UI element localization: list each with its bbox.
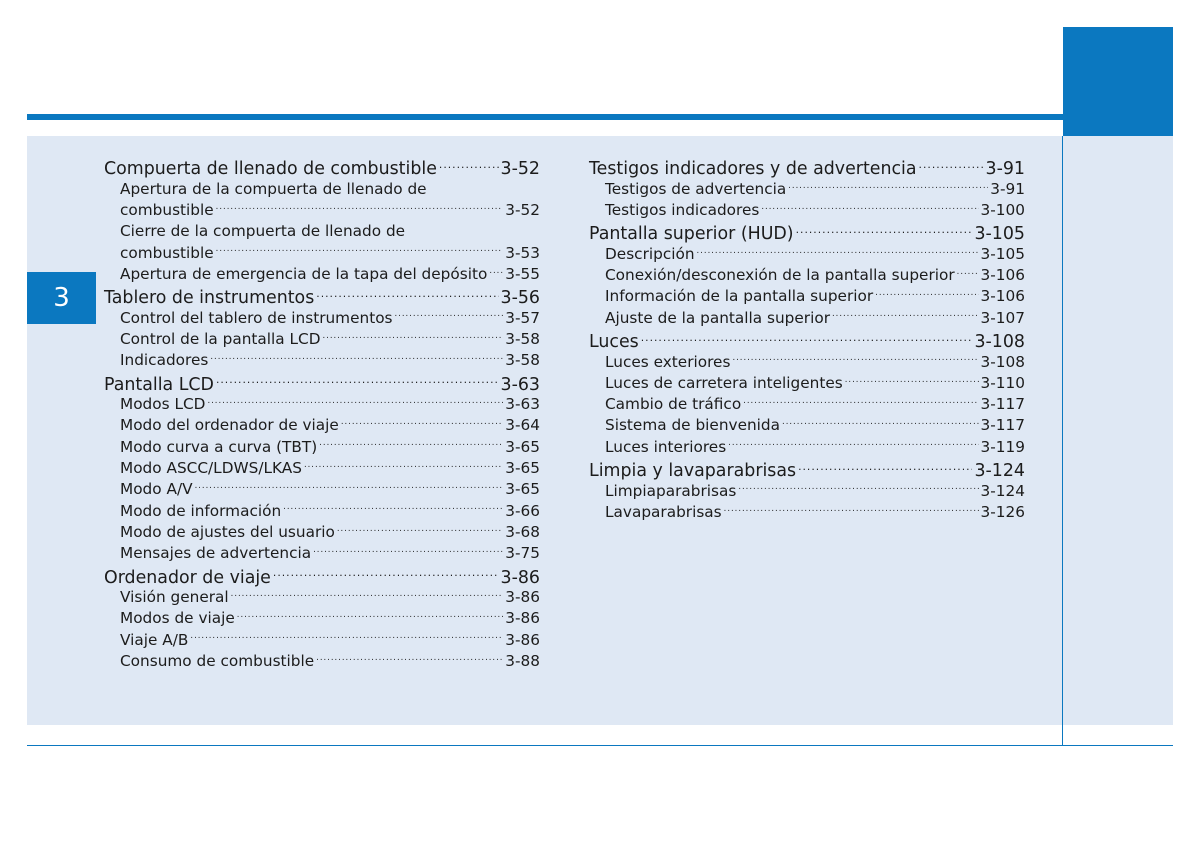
toc-entry-title: Control del tablero de instrumentos — [120, 308, 393, 327]
toc-page-number: 3-68 — [505, 522, 540, 541]
toc-page-number: 3-64 — [505, 416, 540, 435]
toc-page-number: 3-124 — [974, 461, 1025, 482]
toc-entry-title: Control de la pantalla LCD — [120, 330, 321, 349]
toc-dot-leader — [316, 651, 503, 666]
toc-dot-leader — [875, 286, 978, 301]
toc-entry-title: Tablero de instrumentos — [104, 288, 315, 309]
toc-subsection-entry[interactable] — [104, 415, 540, 436]
toc-subsection-entry[interactable] — [104, 329, 540, 350]
toc-entry-title: Apertura de emergencia de la tapa del depósito — [120, 264, 488, 283]
toc-page-number: 3-65 — [505, 459, 540, 478]
toc-entry-title: Limpiaparabrisas — [605, 481, 737, 500]
toc-dot-leader — [316, 286, 498, 303]
toc-left-column — [104, 156, 540, 672]
toc-dot-leader — [782, 415, 979, 430]
bottom-rule — [27, 745, 1173, 746]
toc-page-number: 3-91 — [985, 159, 1025, 180]
toc-section-entry[interactable] — [589, 157, 1025, 179]
toc-dot-leader — [313, 543, 503, 558]
toc-entry-title: Modo curva a curva (TBT) — [120, 437, 318, 456]
toc-subsection-entry[interactable] — [589, 373, 1025, 394]
toc-subsection-entry[interactable] — [589, 394, 1025, 415]
toc-section-entry[interactable] — [104, 286, 540, 308]
toc-entry-title: Cambio de tráfico — [605, 395, 742, 414]
toc-entry-title: Luces interiores — [605, 437, 727, 456]
toc-page-number: 3-106 — [980, 287, 1025, 306]
toc-subsection-entry[interactable] — [589, 307, 1025, 328]
toc-subsection-entry[interactable] — [104, 587, 540, 608]
toc-entry-title: Modos de viaje — [120, 609, 235, 628]
toc-page-number: 3-88 — [505, 651, 540, 670]
toc-entry-title: Viaje A/B — [120, 630, 189, 649]
toc-dot-leader — [738, 480, 978, 495]
toc-entry-title: Modo A/V — [120, 480, 193, 499]
toc-dot-leader — [728, 436, 978, 451]
toc-entry-title: Modo de información — [120, 501, 282, 520]
toc-entry-title: Ajuste de la pantalla superior — [605, 308, 830, 327]
toc-subsection-entry[interactable] — [589, 351, 1025, 372]
toc-section-entry[interactable] — [589, 222, 1025, 244]
toc-subsection-entry[interactable] — [104, 479, 540, 500]
toc-dot-leader — [273, 565, 499, 582]
toc-page-number: 3-58 — [505, 330, 540, 349]
toc-entry-title: Consumo de combustible — [120, 651, 315, 670]
toc-dot-leader — [216, 372, 499, 389]
toc-dot-leader — [489, 264, 503, 279]
toc-entry-title: Mensajes de advertencia — [120, 544, 312, 563]
toc-page-number: 3-105 — [980, 244, 1025, 263]
toc-subsection-entry[interactable] — [104, 436, 540, 457]
toc-page-number: 3-75 — [505, 544, 540, 563]
toc-page-number: 3-108 — [980, 352, 1025, 371]
margin-rule — [1062, 136, 1063, 745]
toc-dot-leader — [743, 394, 978, 409]
toc-page-number: 3-105 — [974, 224, 1025, 245]
toc-subsection-entry[interactable] — [104, 350, 540, 371]
toc-page-number: 3-117 — [980, 416, 1025, 435]
toc-dot-leader — [788, 179, 988, 194]
toc-entry-title: Sistema de bienvenida — [605, 416, 781, 435]
toc-dot-leader — [231, 587, 504, 602]
toc-page-number: 3-100 — [980, 201, 1025, 220]
toc-subsection-entry[interactable] — [589, 200, 1025, 221]
toc-subsection-entry[interactable] — [589, 436, 1025, 457]
toc-entry-title: Indicadores — [120, 351, 209, 370]
toc-dot-leader — [845, 373, 979, 388]
toc-entry-title: Lavaparabrisas — [605, 502, 722, 521]
toc-page-number: 3-66 — [505, 501, 540, 520]
chapter-tab: 3 — [27, 272, 96, 324]
toc-entry-title: Ordenador de viaje — [104, 567, 271, 588]
toc-dot-leader — [761, 200, 978, 215]
toc-page-number: 3-58 — [505, 351, 540, 370]
toc-page-number: 3-86 — [505, 630, 540, 649]
toc-entry-title: Testigos indicadores — [605, 201, 760, 220]
toc-subsection-entry[interactable] — [589, 286, 1025, 307]
toc-entry-title: Luces exteriores — [605, 352, 731, 371]
toc-dot-leader — [724, 502, 979, 517]
toc-subsection-entry[interactable] — [104, 543, 540, 564]
toc-dot-leader — [195, 479, 504, 494]
toc-subsection-entry[interactable] — [589, 480, 1025, 501]
top-rule — [27, 114, 1063, 120]
toc-entry-title: Modos LCD — [120, 395, 206, 414]
toc-entry-title-line: Apertura de la compuerta de llenado de — [120, 179, 427, 198]
toc-dot-leader — [216, 200, 504, 215]
toc-page-number: 3-86 — [500, 567, 540, 588]
toc-subsection-entry[interactable] — [104, 264, 540, 285]
toc-subsection-entry[interactable] — [104, 394, 540, 415]
toc-dot-leader — [957, 265, 979, 280]
toc-dot-leader — [207, 394, 503, 409]
toc-entry-title: Visión general — [120, 588, 229, 607]
toc-dot-leader — [919, 157, 984, 174]
toc-dot-leader — [237, 608, 504, 623]
toc-page-number: 3-65 — [505, 480, 540, 499]
toc-entry-title: Modo ASCC/LDWS/LKAS — [120, 459, 302, 478]
toc-subsection-entry[interactable] — [589, 244, 1025, 265]
toc-dot-leader — [341, 415, 503, 430]
toc-entry-title: Pantalla LCD — [104, 374, 214, 395]
toc-subsection-entry[interactable] — [589, 415, 1025, 436]
toc-page-number: 3-106 — [980, 266, 1025, 285]
toc-page-number: 3-56 — [500, 288, 540, 309]
toc-page-number: 3-124 — [980, 481, 1025, 500]
toc-right-column — [589, 156, 1025, 523]
toc-dot-leader — [395, 307, 504, 322]
toc-entry-title: Modo de ajustes del usuario — [120, 522, 335, 541]
toc-dot-leader — [798, 459, 972, 476]
toc-page-number: 3-86 — [505, 588, 540, 607]
toc-entry-title: Luces de carretera inteligentes — [605, 373, 843, 392]
toc-subsection-entry[interactable] — [104, 200, 540, 221]
toc-dot-leader — [641, 330, 973, 347]
toc-page-number: 3-86 — [505, 609, 540, 628]
toc-entry-title: Luces — [589, 332, 639, 353]
toc-subsection-entry[interactable] — [104, 242, 540, 263]
toc-subsection-entry[interactable] — [589, 179, 1025, 200]
toc-page-number: 3-57 — [505, 308, 540, 327]
toc-entry-title: Pantalla superior (HUD) — [589, 224, 794, 245]
toc-page-number: 3-63 — [500, 374, 540, 395]
toc-section-entry[interactable] — [589, 459, 1025, 481]
toc-section-entry[interactable] — [104, 565, 540, 587]
toc-page-number: 3-53 — [505, 243, 540, 262]
toc-page-number: 3-110 — [980, 373, 1025, 392]
toc-page-number: 3-91 — [990, 179, 1025, 198]
toc-page-number: 3-117 — [980, 395, 1025, 414]
toc-entry-title: Descripción — [605, 244, 695, 263]
toc-entry-title: Conexión/desconexión de la pantalla superior — [605, 266, 955, 285]
toc-page-number: 3-52 — [500, 159, 540, 180]
toc-subsection-entry[interactable] — [589, 502, 1025, 523]
toc-entry-title: Testigos de advertencia — [605, 179, 787, 198]
toc-page-number: 3-107 — [980, 308, 1025, 327]
toc-section-entry[interactable] — [104, 157, 540, 179]
toc-entry-title-line: Cierre de la compuerta de llenado de — [120, 222, 406, 241]
toc-entry-title: combustible — [120, 201, 214, 220]
toc-dot-leader — [832, 307, 979, 322]
toc-dot-leader — [319, 436, 503, 451]
toc-page-number: 3-119 — [980, 437, 1025, 456]
toc-subsection-entry[interactable] — [104, 608, 540, 629]
toc-page-number: 3-126 — [980, 502, 1025, 521]
toc-dot-leader — [732, 351, 978, 366]
toc-subsection-entry[interactable] — [104, 651, 540, 672]
corner-color-block — [1063, 27, 1173, 136]
toc-section-entry[interactable] — [589, 330, 1025, 352]
toc-subsection-entry[interactable] — [104, 500, 540, 521]
toc-section-entry[interactable] — [104, 372, 540, 394]
toc-dot-leader — [796, 222, 973, 239]
toc-subsection-entry[interactable] — [589, 265, 1025, 286]
toc-page-number: 3-52 — [505, 201, 540, 220]
toc-entry-title: Compuerta de llenado de combustible — [104, 159, 437, 180]
toc-entry-title: Limpia y lavaparabrisas — [589, 461, 797, 482]
toc-page-number: 3-55 — [505, 264, 540, 283]
toc-entry-title: Modo del ordenador de viaje — [120, 416, 339, 435]
toc-subsection-entry[interactable] — [104, 458, 540, 479]
toc-page-number: 3-65 — [505, 437, 540, 456]
toc-subsection-entry[interactable] — [104, 629, 540, 650]
toc-entry-title: Testigos indicadores y de advertencia — [589, 159, 917, 180]
toc-dot-leader — [337, 522, 503, 537]
toc-dot-leader — [190, 629, 503, 644]
toc-entry-title: Información de la pantalla superior — [605, 287, 874, 306]
toc-subsection-entry[interactable] — [104, 522, 540, 543]
toc-dot-leader — [439, 157, 499, 174]
toc-dot-leader — [210, 350, 503, 365]
toc-page-number: 3-108 — [974, 332, 1025, 353]
toc-dot-leader — [323, 329, 504, 344]
toc-page-number: 3-63 — [505, 395, 540, 414]
toc-dot-leader — [697, 244, 979, 259]
toc-entry-title: combustible — [120, 243, 214, 262]
toc-subsection-entry[interactable] — [104, 307, 540, 328]
toc-dot-leader — [216, 242, 504, 257]
toc-dot-leader — [304, 458, 503, 473]
toc-dot-leader — [283, 500, 503, 515]
